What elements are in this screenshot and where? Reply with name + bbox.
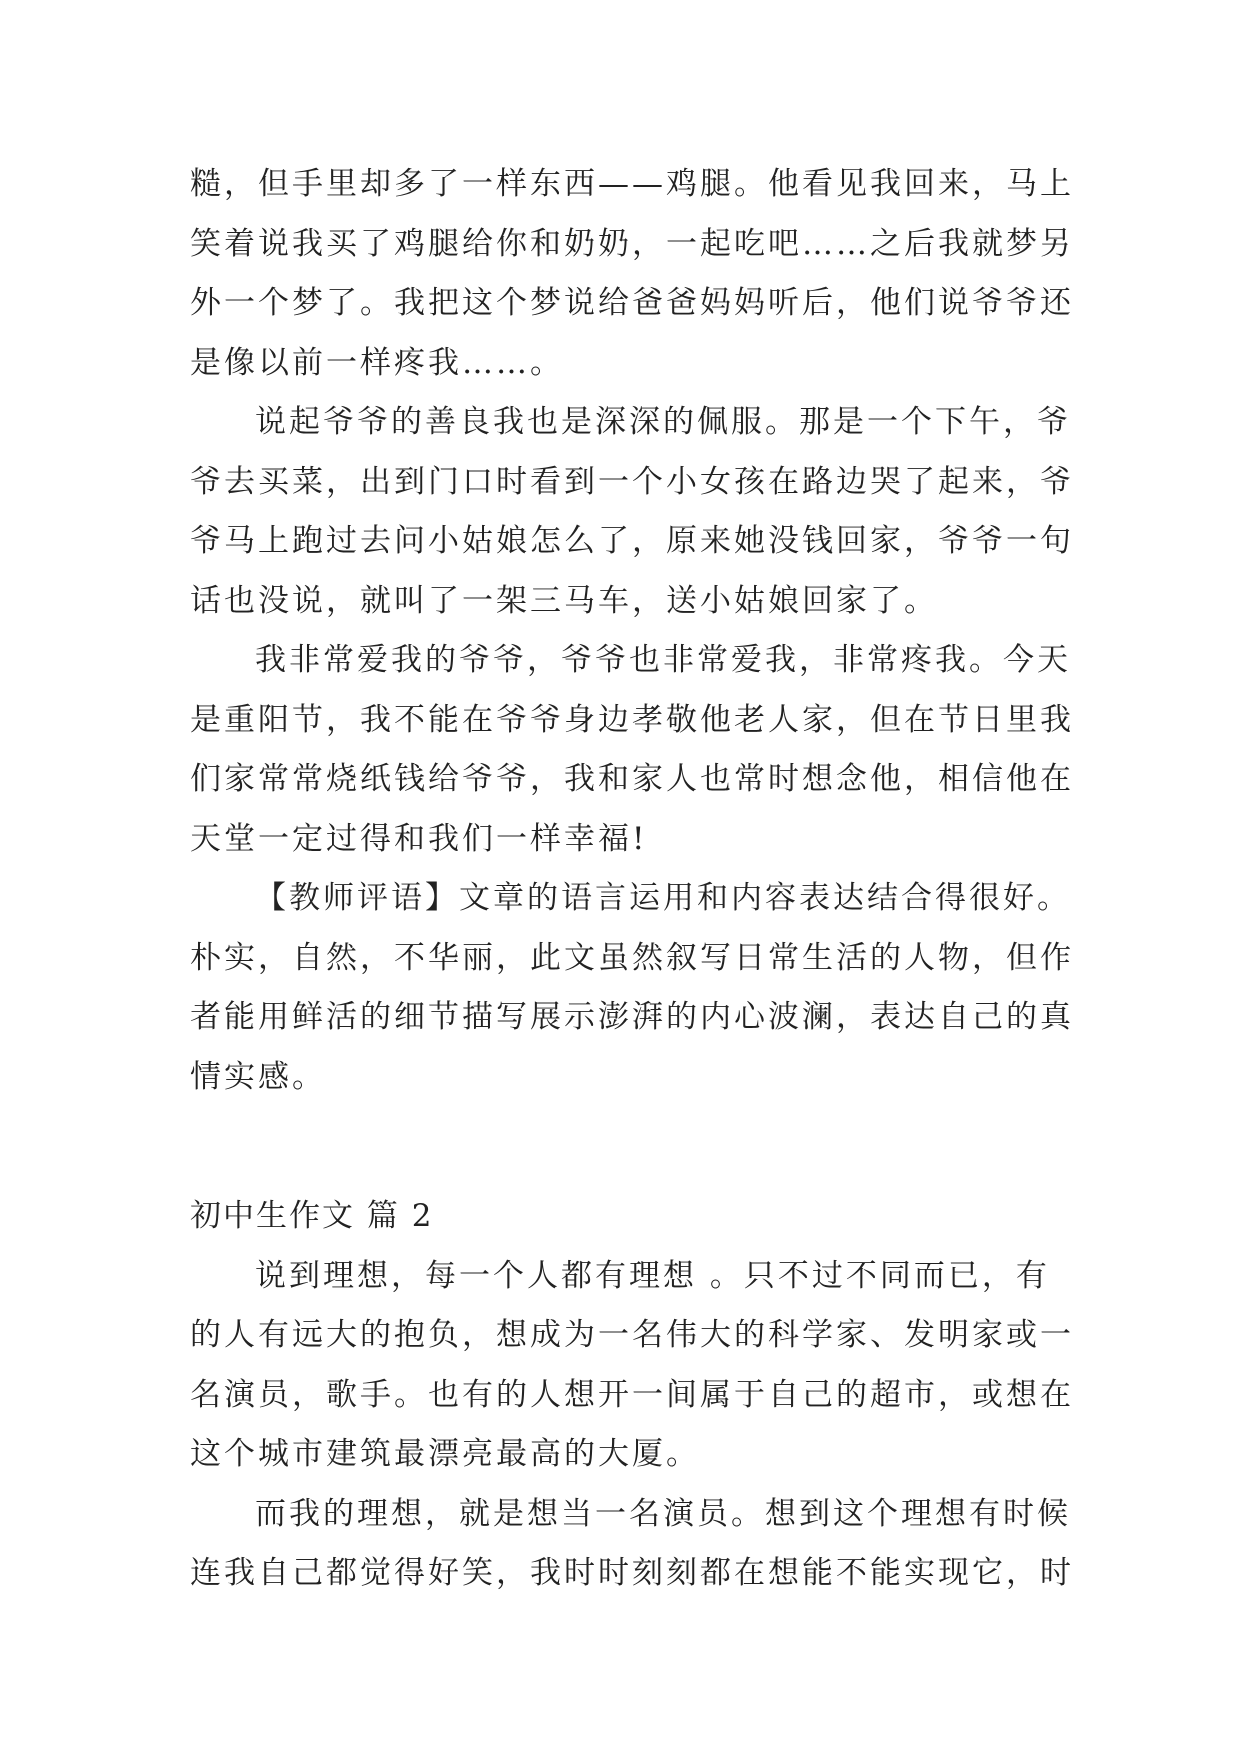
section-gap [190,1107,1070,1187]
text-line: 说到理想，每一个人都有理想 。只不过不同而已，有 [255,1257,1050,1294]
paragraph [190,155,1074,393]
text-line: 话也没说，就叫了一架三马车，送小姑娘回家了。 [190,582,938,619]
teacher-comment [190,869,1074,1107]
text-line: 【教师评语】文章的语言运用和内容表达结合得很好。 [255,880,1071,916]
text-line: 是像以前一样疼我……。 [190,344,564,381]
text-line: 这个城市建筑最漂亮最高的大厦。 [190,1436,700,1472]
paragraph [190,393,1074,631]
text-line: 朴实，自然，不华丽，此文虽然叙写日常生活的人物，但作 [190,939,1074,976]
text-line: 外一个梦了。我把这个梦说给爸爸妈妈听后，他们说爷爷还 [190,285,1074,321]
text-line: 的人有远大的抱负，想成为一名伟大的科学家、发明家或一 [190,1317,1074,1353]
text-line: 我非常爱我的爷爷，爷爷也非常爱我，非常疼我。今天 [255,642,1071,678]
paragraph [190,631,1074,869]
text-line: 天堂一定过得和我们一样幸福! [190,820,648,857]
text-line: 糙，但手里却多了一样东西——鸡腿。他看见我回来，马上 [190,166,1074,202]
document-body [190,155,1074,1604]
paragraph [190,1485,1074,1604]
text-line: 而我的理想，就是想当一名演员。想到这个理想有时候 [255,1495,1071,1532]
text-line: 是重阳节，我不能在爷爷身边孝敬他老人家，但在节日里我 [190,701,1074,738]
text-line: 者能用鲜活的细节描写展示澎湃的内心波澜，表达自己的真 [190,999,1074,1035]
text-line: 连我自己都觉得好笑，我时时刻刻都在想能不能实现它，时 [190,1555,1074,1591]
text-line: 情实感。 [190,1058,326,1095]
section-heading: 初中生作文 篇 2 [190,1198,434,1234]
text-line: 名演员，歌手。也有的人想开一间属于自己的超市，或想在 [190,1376,1074,1413]
text-line: 爷去买菜，出到门口时看到一个小女孩在路边哭了起来，爷 [190,463,1074,500]
text-line: 们家常常烧纸钱给爷爷，我和家人也常时想念他，相信他在 [190,761,1074,797]
text-line: 说起爷爷的善良我也是深深的佩服。那是一个下午，爷 [255,404,1071,440]
text-line: 爷马上跑过去问小姑娘怎么了，原来她没钱回家，爷爷一句 [190,523,1074,559]
text-line: 笑着说我买了鸡腿给你和奶奶，一起吃吧……之后我就梦另 [190,225,1074,262]
paragraph [190,1247,1074,1485]
